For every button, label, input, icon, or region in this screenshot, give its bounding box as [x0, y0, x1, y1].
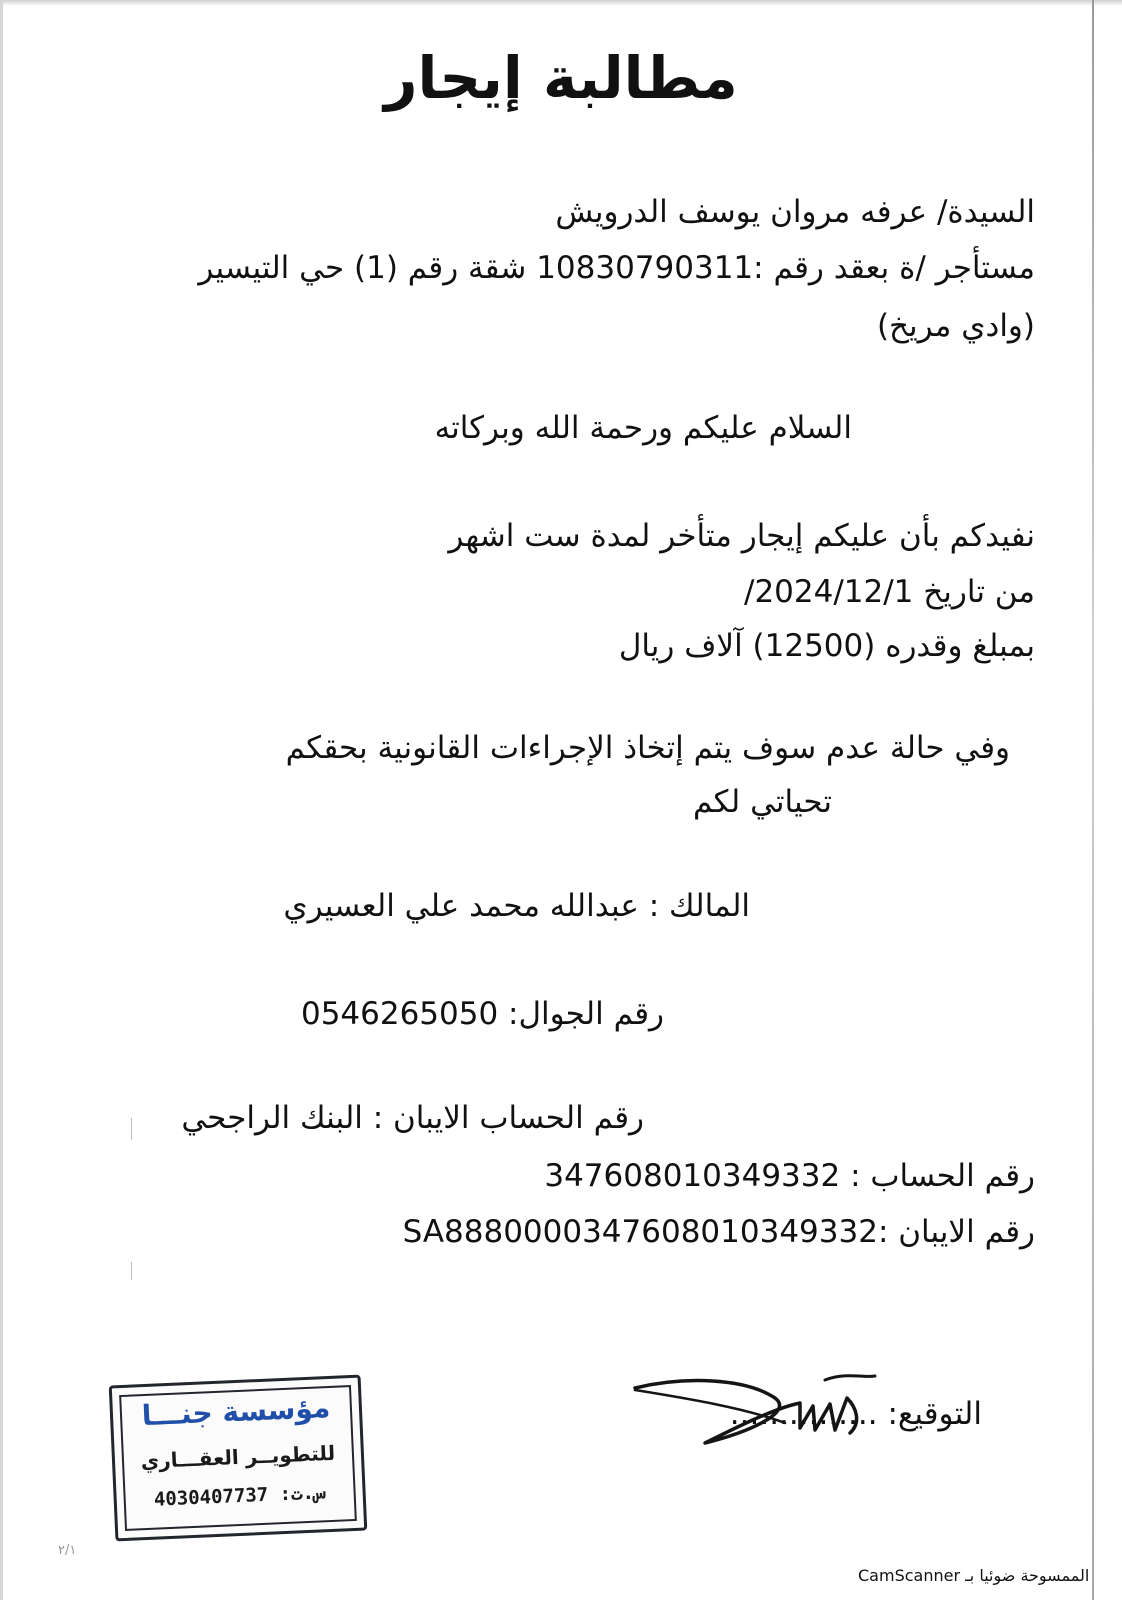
page-number-mark: ٢/١ — [58, 1543, 77, 1558]
tenant-name-line: السيدة/ عرفه مروان يوسف الدرويش — [555, 194, 1035, 230]
greeting-line: السلام عليكم ورحمة الله وبركاته — [434, 410, 852, 446]
tenant-district-line: (وادي مريخ) — [876, 308, 1035, 344]
document-title: مطالبة إيجار — [384, 44, 738, 112]
notice-line-2: من تاريخ 2024/12/1/ — [744, 574, 1035, 610]
scan-left-edge — [0, 0, 3, 1600]
handwritten-signature — [625, 1368, 885, 1458]
owner-name-line: المالك : عبدالله محمد علي العسيري — [283, 888, 750, 924]
stamp-registration: س.ت: 4030407737 — [153, 1481, 326, 1511]
notice-line-3: بمبلغ وقدره (12500) آلاف ريال — [618, 628, 1035, 664]
tenant-contract-line: مستأجر /ة بعقد رقم :10830790311 شقة رقم (1) حي التيسير — [198, 250, 1035, 286]
notice-line-1: نفيدكم بأن عليكم إيجار متأخر لمدة ست اشهر — [448, 518, 1035, 554]
margin-tick — [131, 1118, 132, 1140]
margin-tick — [131, 1262, 132, 1280]
warning-line-1: وفي حالة عدم سوف يتم إتخاذ الإجراءات القانونية بحقكم — [285, 730, 1010, 766]
owner-mobile-line: رقم الجوال: 0546265050 — [300, 996, 664, 1032]
scan-top-shadow — [0, 0, 1122, 6]
company-stamp — [109, 1375, 368, 1542]
signature-label: التوقيع: ............... — [729, 1396, 982, 1432]
iban-number-line: رقم الايبان :SA8880000347608010349332 — [402, 1214, 1035, 1250]
page-right-edge — [1092, 0, 1094, 1600]
iban-bank-line: رقم الحساب الايبان : البنك الراجحي — [181, 1100, 644, 1136]
camscanner-footer: الممسوحة ضوئيا بـ CamScanner — [858, 1566, 1090, 1585]
stamp-company-name: مؤسسة جنـــا — [141, 1390, 331, 1433]
account-number-line: رقم الحساب : 347608010349332 — [544, 1158, 1035, 1194]
stamp-subtitle: للتطويــر العقـــاري — [140, 1440, 336, 1474]
closing-line: تحياتي لكم — [693, 784, 832, 820]
